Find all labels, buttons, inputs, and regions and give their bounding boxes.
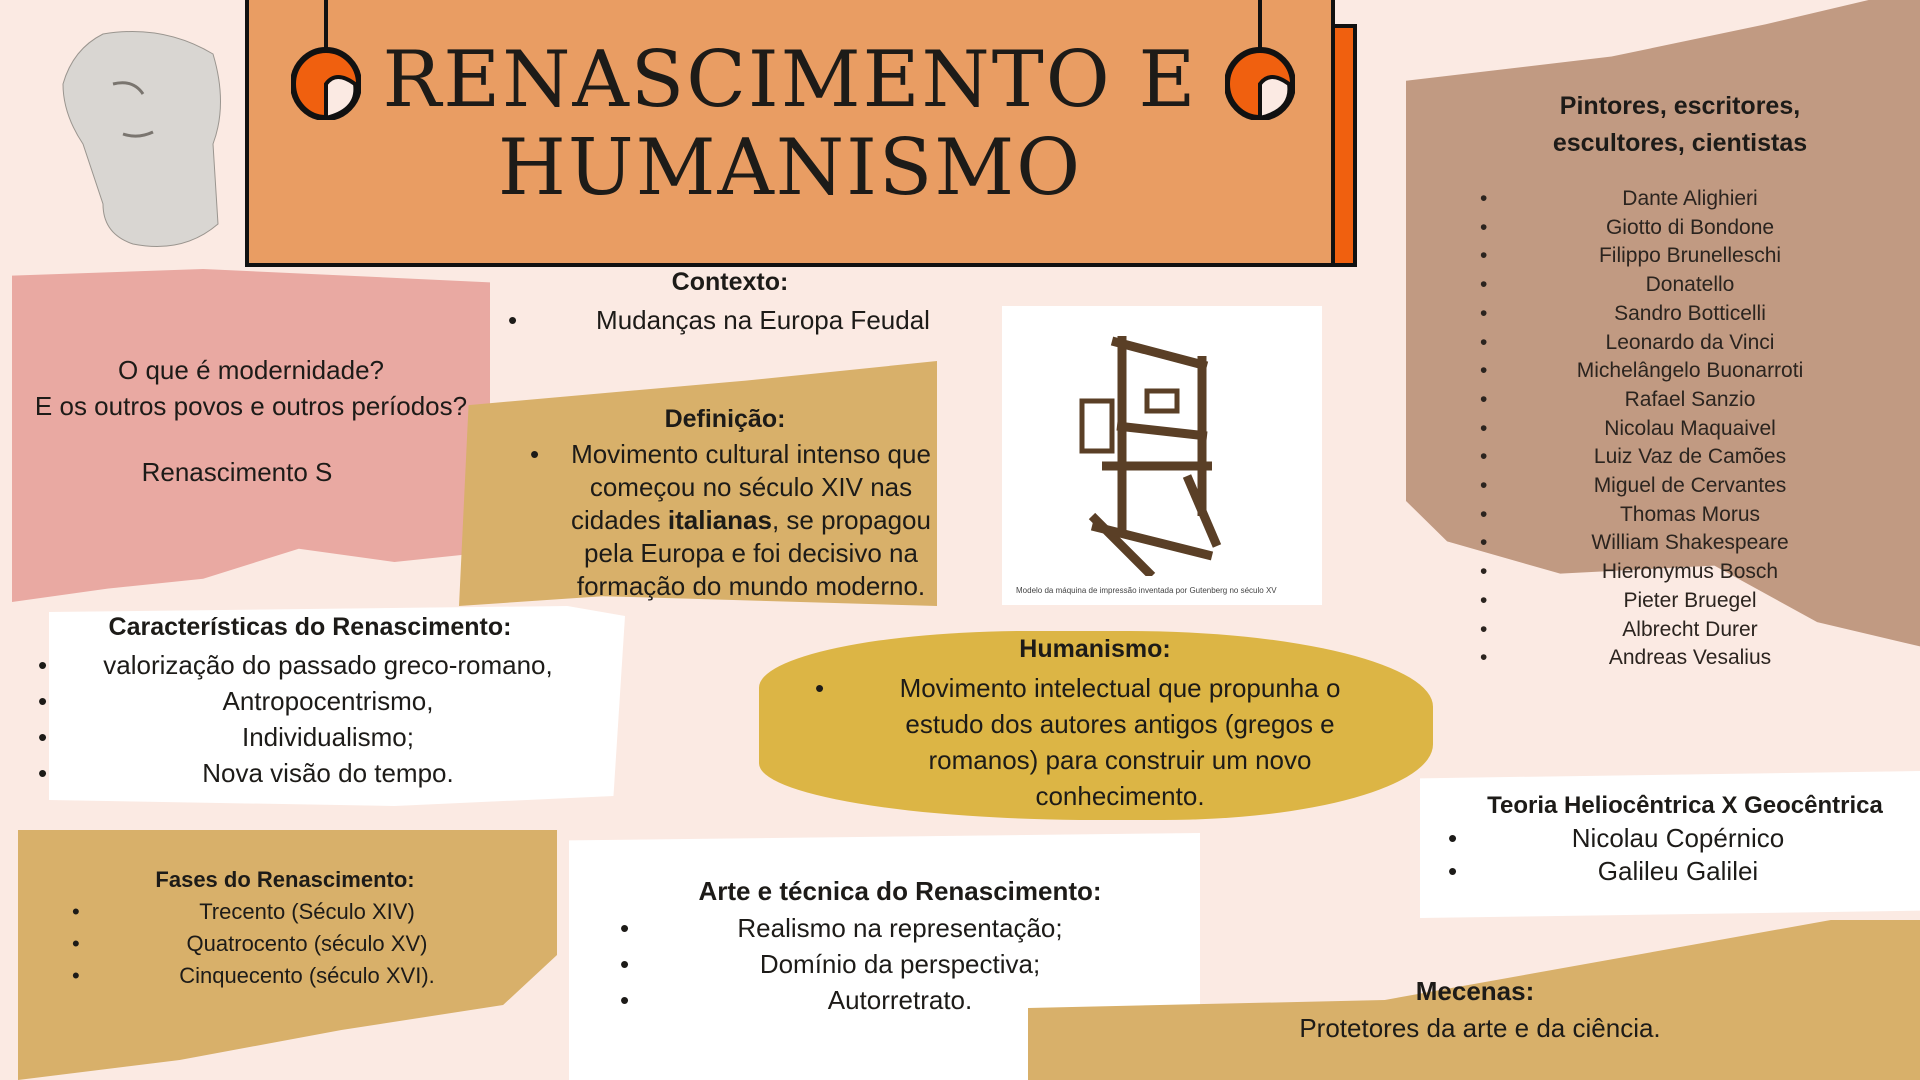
fases-heading: Fases do Renascimento:	[155, 867, 415, 892]
contexto-item-text: Mudanças na Europa Feudal	[596, 305, 930, 335]
list-item: • Realismo na representação;	[620, 910, 1180, 946]
pintores-heading: Pintores, escritores, escultores, cientistas	[1552, 92, 1808, 157]
list-item: • Thomas Morus	[1480, 501, 1900, 530]
printing-press-figure	[1002, 306, 1322, 605]
page-title	[249, 36, 1331, 212]
caracteristicas-list	[38, 647, 618, 791]
title-banner	[245, 0, 1335, 267]
definicao-text-part: Movimento cultural intenso que começou no século XIV nas cidades	[571, 439, 931, 535]
list-item: • Albrecht Durer	[1480, 616, 1900, 645]
list-item: • Miguel de Cervantes	[1480, 472, 1900, 501]
list-item: • Pieter Bruegel	[1480, 587, 1900, 616]
title-side-bar	[1335, 24, 1357, 267]
list-item: • Donatello	[1480, 271, 1900, 300]
title-line: RENASCIMENTO E	[382, 35, 1198, 125]
caracteristicas-heading: Características do Renascimento:	[108, 613, 512, 641]
bullet: •	[815, 673, 825, 703]
list-item: • Andreas Vesalius	[1480, 644, 1900, 673]
printing-press-image	[1062, 316, 1242, 576]
list-item: • Giotto di Bondone	[1480, 214, 1900, 243]
pintores-list	[1480, 185, 1900, 673]
arte-heading: Arte e técnica do Renascimento:	[698, 876, 1102, 906]
list-item: • Autorretrato.	[620, 982, 1180, 1018]
list-item: • Nova visão do tempo.	[38, 755, 618, 791]
contexto-list	[508, 302, 958, 338]
renascimento-note: Renascimento S	[141, 457, 333, 487]
definicao-bold: italianas	[667, 505, 772, 535]
teoria-heading: Teoria Heliocêntrica X Geocêntrica	[1487, 792, 1883, 819]
mecenas-heading: Mecenas:	[1415, 976, 1535, 1006]
contexto-heading: Contexto:	[671, 268, 789, 296]
list-item: • Trecento (Século XIV)	[72, 896, 542, 928]
list-item: • Individualismo;	[38, 719, 618, 755]
statue-head-image	[43, 24, 228, 252]
list-item: • Antropocentrismo,	[38, 683, 618, 719]
list-item: • Sandro Botticelli	[1480, 300, 1900, 329]
list-item: • Cinquecento (século XVI).	[72, 960, 542, 992]
list-item: • Hieronymus Bosch	[1480, 558, 1900, 587]
teoria-list	[1448, 822, 1908, 888]
modernity-text	[12, 352, 490, 490]
list-item	[508, 302, 958, 338]
list-item: • Nicolau Maquaivel	[1480, 415, 1900, 444]
list-item: • Rafael Sanzio	[1480, 386, 1900, 415]
fases-list	[72, 896, 542, 992]
list-item: • Nicolau Copérnico	[1448, 822, 1908, 855]
list-item: • Domínio da perspectiva;	[620, 946, 1180, 982]
arte-list	[620, 910, 1180, 1018]
title-line: HUMANISMO	[497, 123, 1083, 213]
bullet: •	[530, 439, 540, 469]
list-item: • William Shakespeare	[1480, 529, 1900, 558]
humanismo-body: Movimento intelectual que propunha o estudo dos autores antigos (gregos e romanos) para construir um novo conhecimento.	[899, 673, 1341, 811]
list-item: • valorização do passado greco-romano,	[38, 647, 618, 683]
humanismo-heading: Humanismo:	[1019, 635, 1171, 663]
list-item: • Leonardo da Vinci	[1480, 329, 1900, 358]
question-1: O que é modernidade?	[118, 355, 384, 385]
definicao-heading: Definição:	[664, 405, 786, 433]
humanismo-text	[815, 670, 1375, 814]
list-item: • Luiz Vaz de Camões	[1480, 443, 1900, 472]
image-caption: Modelo da máquina de impressão inventada por Gutenberg no século XV	[1016, 586, 1277, 595]
definicao-text-part: , se propagou pela Europa e foi decisivo na formação do mundo moderno.	[576, 505, 931, 601]
definicao-text	[530, 438, 950, 603]
list-item: • Michelângelo Buonarroti	[1480, 357, 1900, 386]
list-item: • Quatrocento (século XV)	[72, 928, 542, 960]
mecenas-text: Protetores da arte e da ciência.	[1299, 1013, 1661, 1043]
question-2: E os outros povos e outros períodos?	[34, 391, 468, 421]
list-item: • Dante Alighieri	[1480, 185, 1900, 214]
list-item: • Galileu Galilei	[1448, 855, 1908, 888]
list-item: • Filippo Brunelleschi	[1480, 242, 1900, 271]
